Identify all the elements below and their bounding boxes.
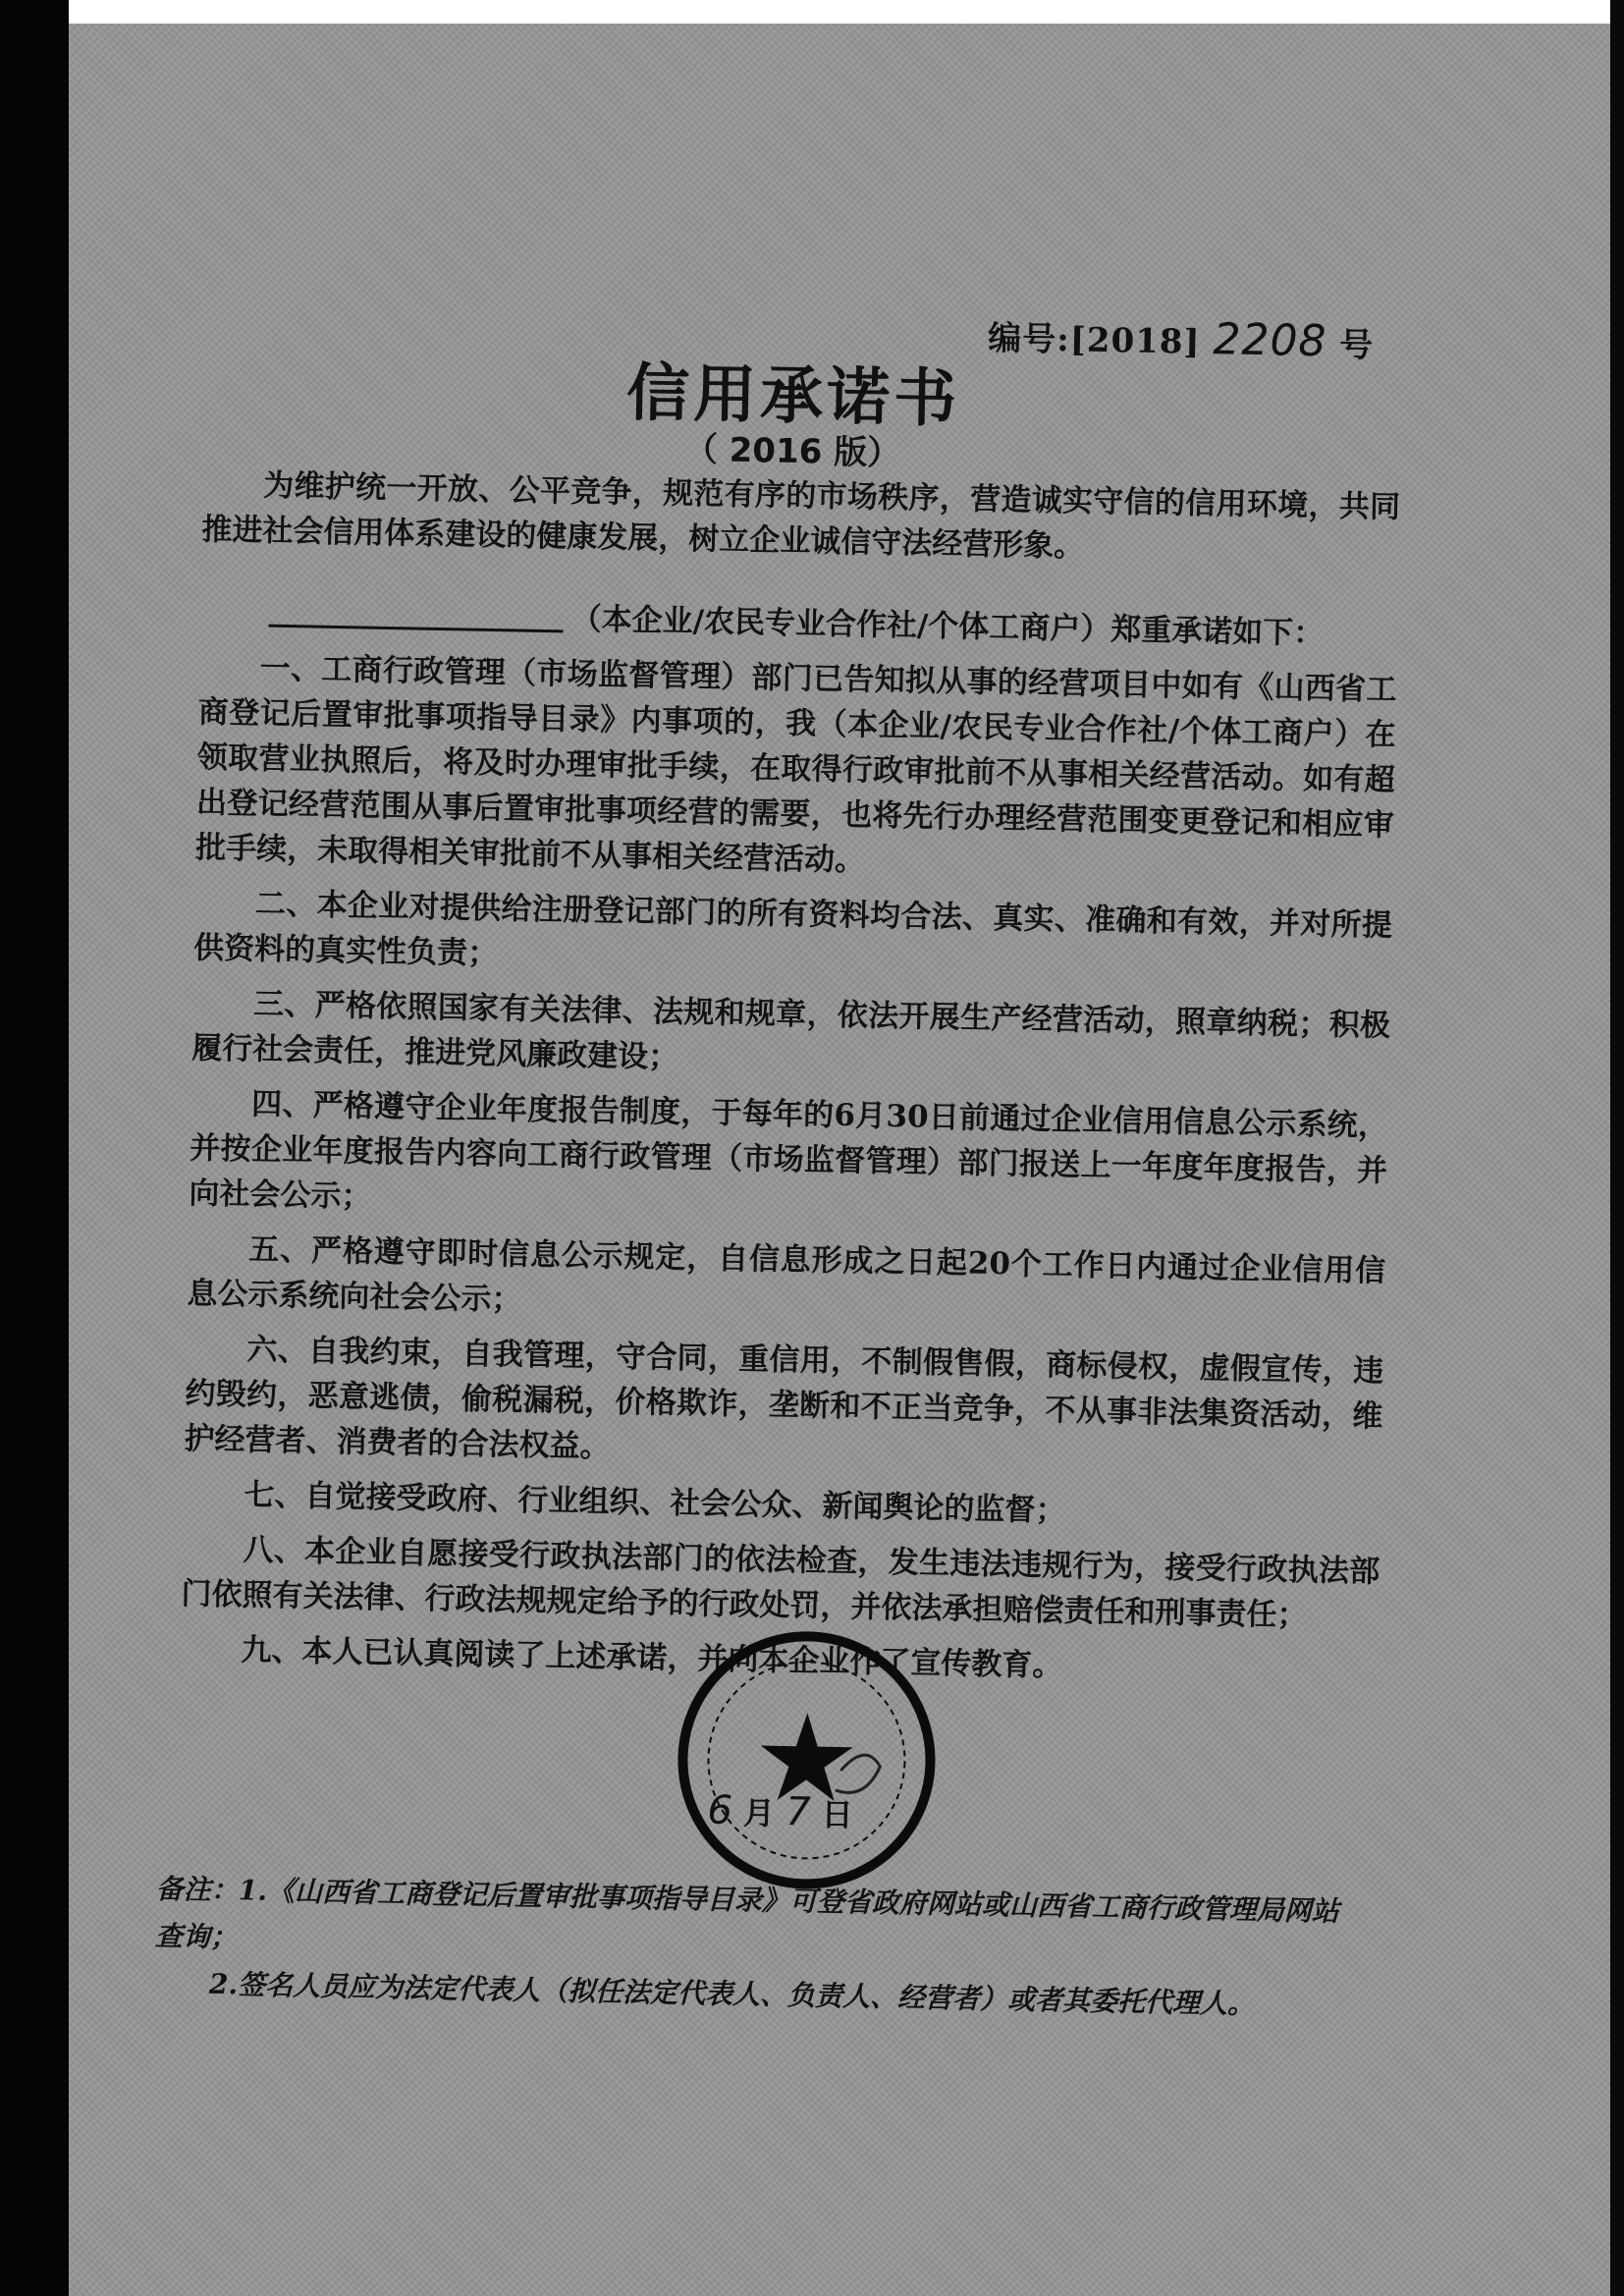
- edition-label: （ 2016 版）: [683, 429, 901, 473]
- page-title: 信用承诺书: [625, 356, 961, 437]
- star-icon: [760, 1713, 854, 1802]
- date-day: 7: [785, 1789, 812, 1835]
- top-margin: [0, 0, 1624, 24]
- company-name-blank: [269, 625, 564, 633]
- date-month: 6: [707, 1787, 733, 1833]
- left-scan-edge: [0, 0, 69, 2296]
- clause-3: 三、严格依照国家有关法律、法规和规章，依法开展生产经营活动，照章纳税；积极履行社会责任，推进党风廉政建设；: [190, 986, 1391, 1075]
- company-seal: [667, 1620, 947, 1900]
- remark-1: 备注：1.《山西省工商登记后置审批事项指导目录》可登省政府网站或山西省工商行政管理局网站查询；: [154, 1872, 1340, 1954]
- credit-commitment-letter: [151, 295, 1403, 2134]
- clause-4: 四、严格遵守企业年度报告制度，于每年的6月30日前通过企业信用信息公示系统，并按企业年度报告内容向工商行政管理（市场监督管理）部门报送上一年度年度报告，并向社会公示；: [189, 1086, 1389, 1215]
- clause-6: 六、自我约束，自我管理，守合同，重信用，不制假售假，商标侵权，虚假宣传，违约毁约，恶意逃债，偷税漏税，价格欺诈，垄断和不正当竞争，不从事非法集资活动，维护经营者、消费者的合法权益。: [184, 1332, 1384, 1465]
- pledge-text: （本企业/农民专业合作社/个体工商户）郑重承诺如下：: [570, 601, 1325, 652]
- clause-9: 九、本人已认真阅读了上述承诺，并向本企业作了宣传教育。: [241, 1632, 1063, 1684]
- clause-1: 一、工商行政管理（市场监督管理）部门已告知拟从事的经营项目中如有《山西省工商登记后置审批事项指导目录》内事项的，我（本企业/农民专业合作社/个体工商户）在领取营业执照后，将及时办理审批手续，在取得行政审批前不从事相关经营活动。如有超出登记经营范围从事后置审批事项经营的需要，也将先行办理经营范围变更登记和相应审批手续，未取得相关审批前不从事相关经营活动。: [194, 650, 1397, 879]
- serial-suffix: 号: [1338, 325, 1375, 366]
- remarks: [154, 1866, 1355, 2030]
- letter-body: [180, 462, 1401, 1704]
- remark-2: 2.签名人员应为法定代表人（拟任法定代表人、负责人、经营者）或者其委托代理人。: [208, 1967, 1256, 2021]
- clause-8: 八、本企业自愿接受行政执法部门的依法检查，发生违法违规行为，接受行政执法部门依照有关法律、行政法规规定给予的行政处罚，并依法承担赔偿责任和刑事责任；: [181, 1532, 1380, 1634]
- signing-date: [707, 1787, 853, 1835]
- date-month-label: 月: [742, 1794, 776, 1832]
- serial-year: [2018]: [1069, 320, 1201, 362]
- serial-handwritten-number: 2208: [1213, 314, 1327, 367]
- clause-7: 七、自觉接受政府、行业组织、社会公众、新闻舆论的监督；: [244, 1477, 1066, 1529]
- right-scan-edge: [1610, 0, 1624, 2296]
- intro-paragraph: 为维护统一开放、公平竞争，规范有序的市场秩序，营造诚实守信的信用环境，共同推进社会信用体系建设的健康发展，树立企业诚信守法经营形象。: [201, 467, 1401, 565]
- date-day-label: 日: [821, 1795, 854, 1834]
- clause-5: 五、严格遵守即时信息公示规定，自信息形成之日起20个工作日内通过企业信用信息公示系统向社会公示；: [187, 1231, 1386, 1318]
- clause-2: 二、本企业对提供给注册登记部门的所有资料均合法、真实、准确和有效，并对所提供资料的真实性负责；: [192, 886, 1393, 972]
- serial-label: 编号:: [987, 318, 1071, 360]
